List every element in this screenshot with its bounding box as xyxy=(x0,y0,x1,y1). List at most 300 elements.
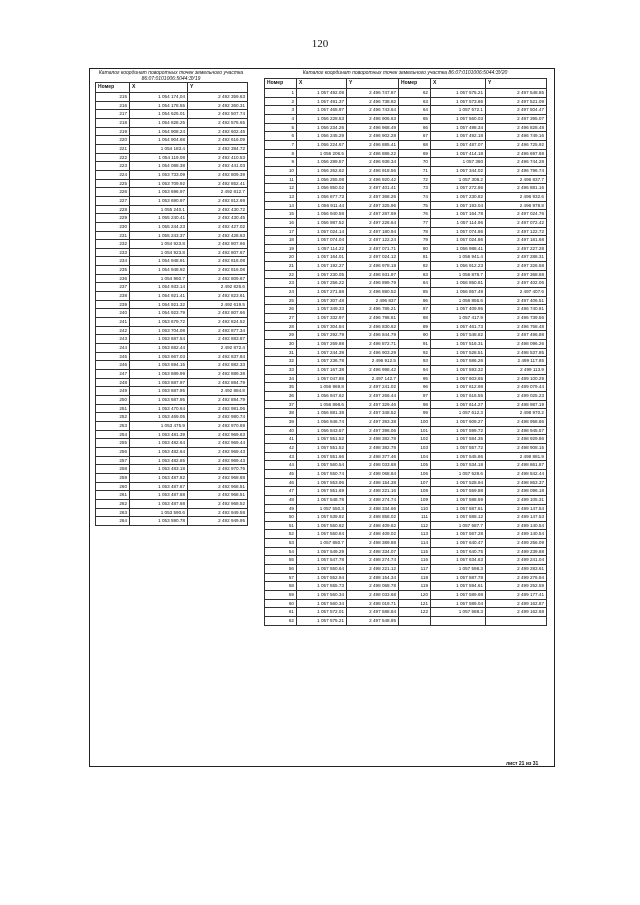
point-number-cell: 245 xyxy=(96,352,130,361)
point-number-cell: 49 xyxy=(265,504,297,513)
x-cell: 1 056 877.73 xyxy=(297,192,347,201)
table-row xyxy=(265,547,547,556)
table-row xyxy=(265,435,547,444)
x-cell: 1 057 560.03 xyxy=(431,114,486,123)
y-cell: 2 492 812.69 xyxy=(188,196,248,205)
table-row xyxy=(265,262,547,271)
point-number-cell: 257 xyxy=(96,456,130,465)
point-number-cell: 18 xyxy=(265,236,297,245)
x-cell: 1 057 487.07 xyxy=(431,140,486,149)
table-row xyxy=(96,378,248,387)
x-cell: 1 057 164.78 xyxy=(431,210,486,219)
x-cell: 1 057 573.86 xyxy=(431,97,486,106)
y-cell: 2 497 287.69 xyxy=(347,210,399,219)
point-number-cell: 103 xyxy=(399,443,431,452)
point-number-cell: 262 xyxy=(96,499,130,508)
table-row xyxy=(96,266,248,275)
x-cell: 1 057 244.39 xyxy=(297,348,347,357)
point-number-cell: 35 xyxy=(265,383,297,392)
table-row xyxy=(265,513,547,522)
point-number-cell: 92 xyxy=(399,348,431,357)
y-cell: 2 496 786.21 xyxy=(347,305,399,314)
header-number: Номер xyxy=(96,83,130,93)
y-cell: 2 492 872.4 xyxy=(188,344,248,353)
x-cell: 1 054 904.68 xyxy=(130,136,188,145)
point-number-cell: 261 xyxy=(96,491,130,500)
y-cell: 2 492 823.61 xyxy=(188,292,248,301)
y-cell: 2 499 147.54 xyxy=(486,504,547,513)
point-number-cell: 215 xyxy=(96,93,130,102)
point-number-cell: 52 xyxy=(265,530,297,539)
table-row xyxy=(96,170,248,179)
y-cell: 2 499 113.9 xyxy=(486,366,547,375)
x-cell: 1 057 461.73 xyxy=(431,322,486,331)
point-number-cell: 256 xyxy=(96,447,130,456)
point-number-cell: 89 xyxy=(399,322,431,331)
y-cell: 2 498 154.38 xyxy=(347,478,399,487)
point-number-cell: 100 xyxy=(399,417,431,426)
table-row xyxy=(265,599,547,608)
y-cell: 2 497 181.68 xyxy=(486,236,547,245)
y-cell: 2 497 548.85 xyxy=(347,617,399,626)
header-y-2: Y xyxy=(486,79,547,89)
x-cell: 1 056 234.26 xyxy=(297,123,347,132)
x-cell: 1 053 482.65 xyxy=(130,456,188,465)
x-cell: 1 057 553.96 xyxy=(297,478,347,487)
y-cell: 2 499 283.61 xyxy=(486,565,547,574)
table-row xyxy=(265,417,547,426)
x-cell: 1 056 878.7 xyxy=(431,270,486,279)
table-row xyxy=(96,491,248,500)
point-number-cell: 70 xyxy=(399,158,431,167)
y-cell: 2 498 987.19 xyxy=(486,400,547,409)
point-number-cell: 57 xyxy=(265,573,297,582)
table-row xyxy=(265,582,547,591)
point-number-cell: 230 xyxy=(96,222,130,231)
point-number-cell: 111 xyxy=(399,513,431,522)
table-row xyxy=(265,192,547,201)
x-cell: 1 053 679.72 xyxy=(130,318,188,327)
y-cell: 2 497 227.28 xyxy=(486,244,547,253)
x-cell: 1 057 603.65 xyxy=(431,374,486,383)
x-cell: 1 054 923.79 xyxy=(130,309,188,318)
x-cell: 1 057 550.82 xyxy=(297,521,347,530)
y-cell: 2 496 932.6 xyxy=(486,192,547,201)
x-cell: 1 054 923.8 xyxy=(130,248,188,257)
point-number-cell: 227 xyxy=(96,196,130,205)
point-number-cell: 75 xyxy=(399,201,431,210)
x-cell: 1 053 682.44 xyxy=(130,344,188,353)
point-number-cell: 30 xyxy=(265,340,297,349)
point-number-cell: 15 xyxy=(265,210,297,219)
x-cell: 1 057 308.2 xyxy=(431,175,486,184)
point-number-cell: 83 xyxy=(399,270,431,279)
x-cell: 1 057 551.52 xyxy=(297,435,347,444)
x-cell: 1 053 487.68 xyxy=(130,499,188,508)
y-cell: 2 497 588.84 xyxy=(347,608,399,617)
x-cell: 1 057 539.92 xyxy=(297,513,347,522)
y-cell: 2 497 072.42 xyxy=(486,218,547,227)
y-cell: 2 492 575.65 xyxy=(188,118,248,127)
y-cell: 2 497 368.68 xyxy=(486,270,547,279)
y-cell: 2 499 117.85 xyxy=(486,357,547,366)
header-x: X xyxy=(130,83,188,93)
x-cell: 1 057 271.88 xyxy=(297,288,347,297)
table-row xyxy=(96,292,248,301)
point-number-cell: 221 xyxy=(96,144,130,153)
right-coordinate-table xyxy=(264,78,547,626)
x-cell: 1 057 349.33 xyxy=(297,305,347,314)
table-row xyxy=(96,326,248,335)
y-cell: 2 492 884.79 xyxy=(188,378,248,387)
table-row xyxy=(96,144,248,153)
x-cell: 1 057 114.22 xyxy=(297,244,347,253)
x-cell: 1 057 465.97 xyxy=(297,106,347,115)
y-cell: 2 498 537.85 xyxy=(486,348,547,357)
y-cell: 2 492 969.63 xyxy=(188,430,248,439)
header-y: Y xyxy=(188,83,248,93)
point-number-cell: 74 xyxy=(399,192,431,201)
x-cell: 1 057 414.18 xyxy=(431,149,486,158)
point-number-cell: 228 xyxy=(96,205,130,214)
x-cell: 1 057 549.29 xyxy=(297,547,347,556)
point-number-cell: 229 xyxy=(96,214,130,223)
y-cell: 2 492 968.52 xyxy=(188,499,248,508)
y-cell: 2 496 798.61 xyxy=(347,314,399,323)
y-cell: 2 498 033.68 xyxy=(347,591,399,600)
point-number-cell: 44 xyxy=(265,461,297,470)
table-row xyxy=(265,314,547,323)
y-cell: 2 496 968.49 xyxy=(347,123,399,132)
x-cell: 1 057 074.86 xyxy=(431,227,486,236)
point-number-cell: 28 xyxy=(265,322,297,331)
table-row xyxy=(265,340,547,349)
y-cell: 2 497 496.88 xyxy=(486,331,547,340)
point-number-cell: 254 xyxy=(96,430,130,439)
y-cell: 2 492 410.53 xyxy=(188,153,248,162)
table-row xyxy=(265,461,547,470)
table-row xyxy=(96,395,248,404)
x-cell: 1 057 612.3 xyxy=(431,409,486,418)
point-number-cell xyxy=(399,617,431,626)
point-number-cell: 40 xyxy=(265,426,297,435)
x-cell: 1 056 881.38 xyxy=(297,409,347,418)
x-cell: 1 053 590.6 xyxy=(130,508,188,517)
x-cell: 1 057 587.61 xyxy=(431,504,486,513)
table-row xyxy=(265,348,547,357)
x-cell: 1 057 588.3 xyxy=(431,608,486,617)
x-cell: 1 056 940.58 xyxy=(297,210,347,219)
y-cell: 2 498 068.84 xyxy=(347,469,399,478)
y-cell: 2 496 837 xyxy=(347,296,399,305)
table-row xyxy=(96,274,248,283)
table-row xyxy=(96,93,248,102)
y-cell: 2 492 852.41 xyxy=(188,179,248,188)
table-row xyxy=(265,166,547,175)
point-number-cell: 249 xyxy=(96,387,130,396)
x-cell: 1 056 947.62 xyxy=(297,391,347,400)
point-number-cell: 47 xyxy=(265,487,297,496)
y-cell: 2 492 877.34 xyxy=(188,326,248,335)
x-cell: 1 057 528.94 xyxy=(431,478,486,487)
point-number-cell: 66 xyxy=(399,123,431,132)
point-number-cell: 116 xyxy=(399,556,431,565)
y-cell: 2 498 929.86 xyxy=(486,435,547,444)
x-cell: 1 053 475.9 xyxy=(130,421,188,430)
point-number-cell: 55 xyxy=(265,556,297,565)
x-cell: 1 055 244.23 xyxy=(130,222,188,231)
y-cell: 2 492 970.76 xyxy=(188,465,248,474)
y-cell: 2 498 221.16 xyxy=(347,487,399,496)
x-cell: 1 057 360 xyxy=(431,158,486,167)
table-row xyxy=(96,447,248,456)
table-row xyxy=(265,149,547,158)
y-cell: 2 492 969.44 xyxy=(188,439,248,448)
x-cell xyxy=(431,617,486,626)
y-cell: 2 496 920.42 xyxy=(347,175,399,184)
table-row xyxy=(265,400,547,409)
y-cell: 2 492 809.39 xyxy=(188,170,248,179)
y-cell: 2 496 837.7 xyxy=(486,175,547,184)
x-cell: 1 057 584.35 xyxy=(431,435,486,444)
x-cell: 1 057 114.96 xyxy=(431,218,486,227)
table-row xyxy=(96,222,248,231)
x-cell: 1 057 193.04 xyxy=(431,201,486,210)
y-cell: 2 496 697.68 xyxy=(486,149,547,158)
y-cell: 2 498 154.34 xyxy=(347,573,399,582)
y-cell: 2 498 908.15 xyxy=(486,443,547,452)
right-table-title: Каталог координат поворотных точек земельного участка 86:07:0101006:5044:ЗУ20 xyxy=(302,70,508,76)
point-number-cell: 58 xyxy=(265,582,297,591)
x-cell: 1 056 898.6 xyxy=(297,400,347,409)
point-number-cell: 81 xyxy=(399,253,431,262)
x-cell: 1 056 843.57 xyxy=(297,426,347,435)
table-row xyxy=(96,309,248,318)
table-row xyxy=(96,421,248,430)
y-cell: 2 496 918.56 xyxy=(347,166,399,175)
x-cell: 1 057 074.04 xyxy=(297,236,347,245)
y-cell: 2 492 981.06 xyxy=(188,404,248,413)
point-number-cell: 9 xyxy=(265,158,297,167)
x-cell: 1 057 167.38 xyxy=(297,366,347,375)
y-cell: 2 498 274.74 xyxy=(347,495,399,504)
y-cell: 2 497 396.06 xyxy=(347,426,399,435)
table-row xyxy=(265,89,547,98)
point-number-cell: 51 xyxy=(265,521,297,530)
point-number-cell: 65 xyxy=(399,114,431,123)
table-row xyxy=(265,426,547,435)
point-number-cell: 79 xyxy=(399,236,431,245)
point-number-cell: 12 xyxy=(265,184,297,193)
y-cell: 2 496 903.29 xyxy=(347,348,399,357)
x-cell: 1 057 272.86 xyxy=(431,184,486,193)
table-row xyxy=(265,366,547,375)
y-cell: 2 498 382.78 xyxy=(347,443,399,452)
point-number-cell: 85 xyxy=(399,288,431,297)
point-number-cell: 118 xyxy=(399,573,431,582)
table-row xyxy=(265,97,547,106)
x-cell: 1 057 548.82 xyxy=(431,331,486,340)
y-cell: 2 498 382.78 xyxy=(347,435,399,444)
y-cell: 2 492 441.03 xyxy=(188,162,248,171)
x-cell: 1 056 850.02 xyxy=(297,184,347,193)
y-cell: 2 497 329.46 xyxy=(347,400,399,409)
x-cell: 1 054 948.92 xyxy=(130,266,188,275)
x-cell: 1 053 733.09 xyxy=(130,170,188,179)
point-number-cell: 218 xyxy=(96,118,130,127)
point-number-cell: 84 xyxy=(399,279,431,288)
y-cell: 2 497 288.31 xyxy=(486,253,547,262)
point-number-cell: 240 xyxy=(96,309,130,318)
table-row xyxy=(265,201,547,210)
point-number-cell: 244 xyxy=(96,344,130,353)
point-number-cell: 53 xyxy=(265,539,297,548)
x-cell: 1 057 575.21 xyxy=(297,617,347,626)
x-cell: 1 057 567.28 xyxy=(431,530,486,539)
y-cell: 2 492 360.31 xyxy=(188,101,248,110)
point-number-cell: 67 xyxy=(399,132,431,141)
point-number-cell: 64 xyxy=(399,106,431,115)
point-number-cell: 39 xyxy=(265,417,297,426)
x-cell: 1 057 024.14 xyxy=(297,227,347,236)
table-row xyxy=(265,409,547,418)
point-number-cell: 246 xyxy=(96,361,130,370)
table-row xyxy=(265,158,547,167)
x-cell: 1 057 593.32 xyxy=(431,366,486,375)
y-cell: 2 498 861.87 xyxy=(486,461,547,470)
x-cell: 1 053 687.54 xyxy=(130,335,188,344)
x-cell: 1 057 587.78 xyxy=(431,573,486,582)
header-number-1: Номер xyxy=(265,79,297,89)
table-row xyxy=(265,487,547,496)
y-cell: 2 496 743.64 xyxy=(347,106,399,115)
y-cell: 2 499 079.44 xyxy=(486,383,547,392)
table-row xyxy=(96,387,248,396)
left-coordinate-table xyxy=(95,82,248,526)
x-cell: 1 057 589.04 xyxy=(431,599,486,608)
x-cell: 1 056 245.29 xyxy=(297,132,347,141)
table-row xyxy=(265,184,547,193)
x-cell: 1 053 470.64 xyxy=(130,404,188,413)
x-cell: 1 057 598.3 xyxy=(431,565,486,574)
x-cell: 1 057 550.3 xyxy=(297,504,347,513)
x-cell: 1 057 269.88 xyxy=(297,340,347,349)
point-number-cell: 19 xyxy=(265,244,297,253)
point-number-cell: 119 xyxy=(399,582,431,591)
table-row xyxy=(265,591,547,600)
point-number-cell: 54 xyxy=(265,547,297,556)
x-cell: 1 057 559.88 xyxy=(431,487,486,496)
table-row xyxy=(96,318,248,327)
y-cell: 2 496 902.28 xyxy=(347,132,399,141)
point-number-cell: 233 xyxy=(96,248,130,257)
x-cell: 1 054 183.4 xyxy=(130,144,188,153)
x-cell: 1 053 687.97 xyxy=(130,378,188,387)
point-number-cell: 26 xyxy=(265,305,297,314)
point-number-cell: 236 xyxy=(96,274,130,283)
table-row xyxy=(265,210,547,219)
point-number-cell: 41 xyxy=(265,435,297,444)
table-row xyxy=(96,456,248,465)
y-cell: 2 496 830.62 xyxy=(347,322,399,331)
y-cell: 2 499 162.68 xyxy=(486,608,547,617)
table-row xyxy=(265,383,547,392)
x-cell: 1 056 850.81 xyxy=(431,279,486,288)
table-row xyxy=(96,404,248,413)
point-number-cell: 7 xyxy=(265,140,297,149)
x-cell: 1 053 487.68 xyxy=(130,491,188,500)
point-number-cell: 87 xyxy=(399,305,431,314)
table-row xyxy=(96,101,248,110)
point-number-cell: 86 xyxy=(399,296,431,305)
point-number-cell: 242 xyxy=(96,326,130,335)
x-cell: 1 057 230.82 xyxy=(431,192,486,201)
y-cell: 2 492 889.38 xyxy=(188,370,248,379)
x-cell: 1 057 551.69 xyxy=(297,487,347,496)
x-cell: 1 057 560.34 xyxy=(297,599,347,608)
point-number-cell: 59 xyxy=(265,591,297,600)
y-cell: 2 496 886.22 xyxy=(347,149,399,158)
y-cell: 2 496 978.18 xyxy=(347,262,399,271)
point-number-cell: 17 xyxy=(265,227,297,236)
left-coordinate-catalog xyxy=(95,70,247,526)
table-row xyxy=(96,196,248,205)
x-cell: 1 057 609.27 xyxy=(431,417,486,426)
y-cell: 2 492 619.5 xyxy=(188,300,248,309)
y-cell: 2 496 738.82 xyxy=(347,97,399,106)
x-cell: 1 056 224.67 xyxy=(297,140,347,149)
point-number-cell: 101 xyxy=(399,426,431,435)
point-number-cell: 247 xyxy=(96,370,130,379)
table-row xyxy=(96,361,248,370)
table-row xyxy=(265,556,547,565)
y-cell: 2 496 796.74 xyxy=(486,166,547,175)
y-cell: 2 492 884.8 xyxy=(188,387,248,396)
x-cell: 1 056 912.23 xyxy=(431,262,486,271)
table-row xyxy=(265,175,547,184)
y-cell xyxy=(486,617,547,626)
table-row xyxy=(265,305,547,314)
y-cell: 2 492 384.72 xyxy=(188,144,248,153)
y-cell: 2 492 949.95 xyxy=(188,517,248,526)
point-number-cell: 37 xyxy=(265,400,297,409)
y-cell: 2 492 949.58 xyxy=(188,508,248,517)
y-cell: 2 498 409.02 xyxy=(347,530,399,539)
y-cell: 2 499 177.41 xyxy=(486,591,547,600)
y-cell: 2 492 428.63 xyxy=(188,231,248,240)
x-cell: 1 056 206.5 xyxy=(297,149,347,158)
x-cell: 1 057 557.72 xyxy=(431,443,486,452)
table-row xyxy=(265,140,547,149)
x-cell: 1 057 850.7 xyxy=(297,539,347,548)
y-cell: 2 497 226.64 xyxy=(347,218,399,227)
y-cell: 2 492 824.52 xyxy=(188,318,248,327)
table-row xyxy=(265,504,547,513)
y-cell: 2 496 749.16 xyxy=(486,132,547,141)
x-cell: 1 057 575.21 xyxy=(431,89,486,98)
y-cell: 2 497 122.24 xyxy=(347,236,399,245)
y-cell: 2 496 912.5 xyxy=(347,357,399,366)
x-cell: 1 057 498.34 xyxy=(431,123,486,132)
x-cell: 1 057 409.95 xyxy=(431,305,486,314)
y-cell: 2 497 325.96 xyxy=(347,201,399,210)
x-cell: 1 055 240.1 xyxy=(130,205,188,214)
point-number-cell: 220 xyxy=(96,136,130,145)
point-number-cell: 45 xyxy=(265,469,297,478)
point-number-cell: 13 xyxy=(265,192,297,201)
x-cell: 1 057 587.7 xyxy=(431,521,486,530)
x-cell: 1 057 594.61 xyxy=(431,582,486,591)
